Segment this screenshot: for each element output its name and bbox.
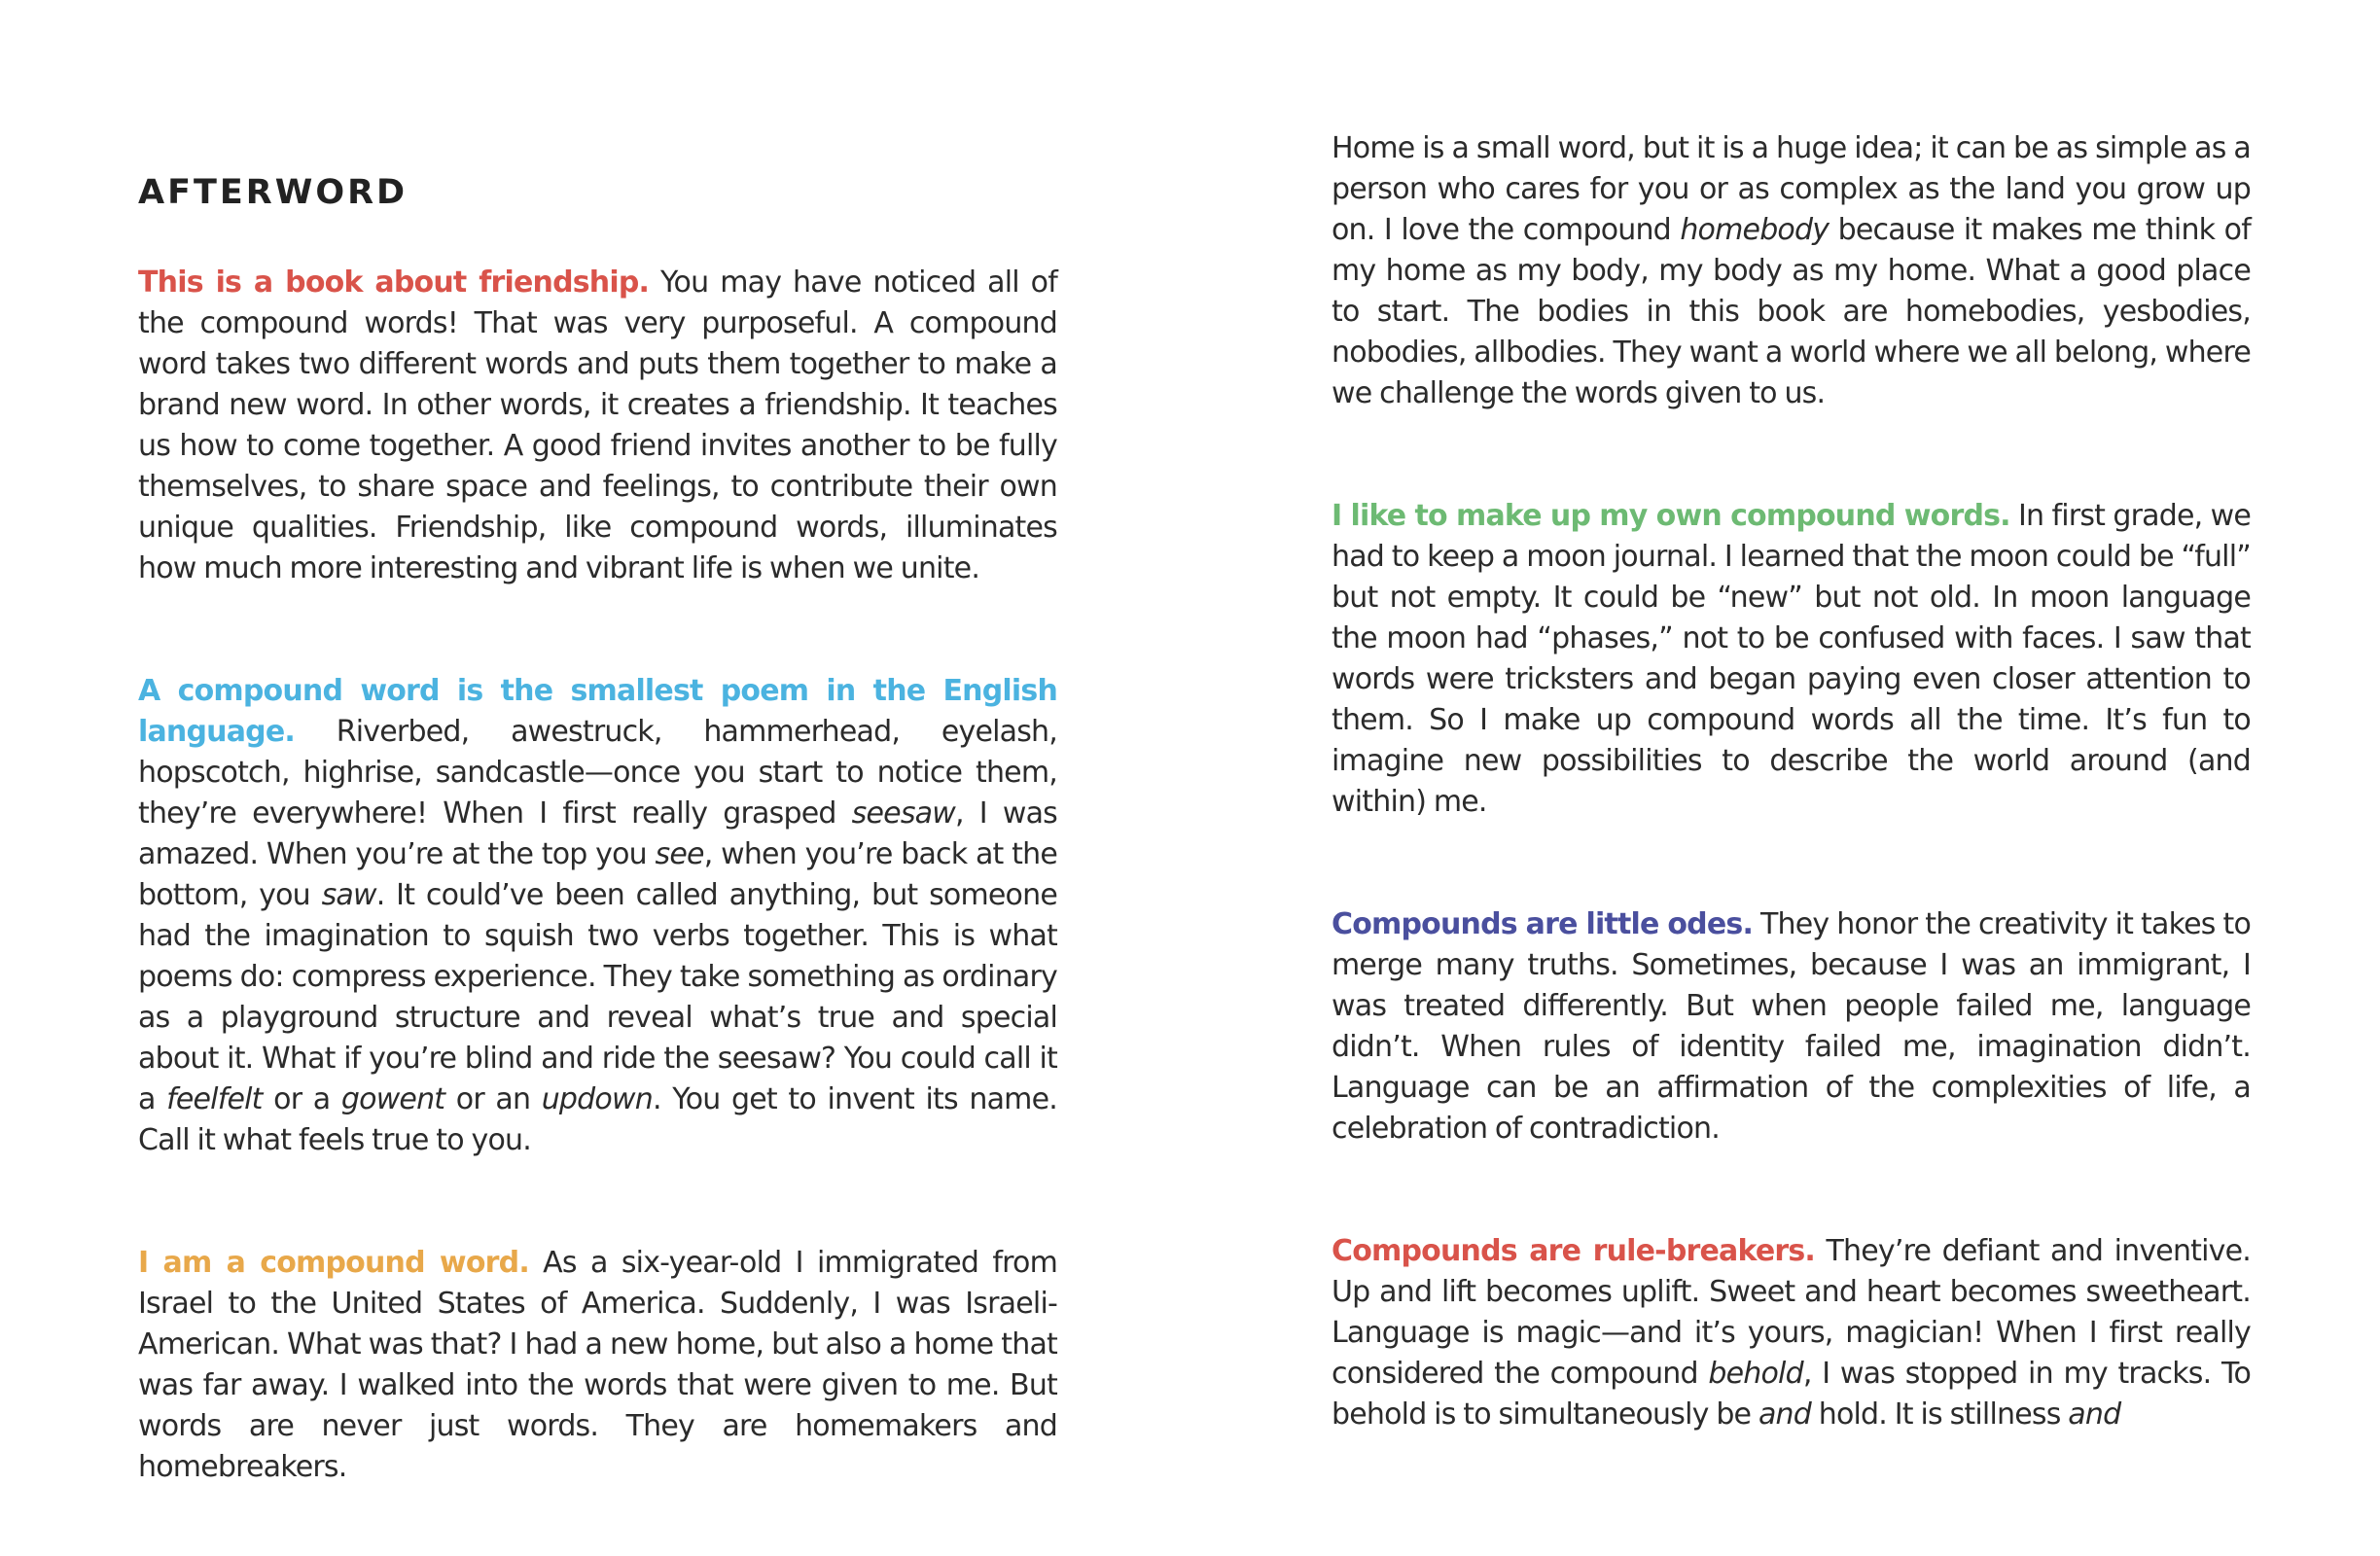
paragraph-text: . It could’ve been called anything, but someone had the imagination to squish two verbs together. This is what poems do: compress experience. They take something as ordinary as a playground structure and reveal what’s true and special about it. What if you’re blind and ride the seesaw? You could call it a bbox=[138, 878, 1057, 1116]
lead-sentence: I am a compound word. bbox=[138, 1246, 529, 1280]
paragraph-text: , I was stopped in my tracks. To behold is to simultaneously be bbox=[1332, 1357, 2251, 1432]
paragraph-text: hold. It is stillness bbox=[1811, 1397, 2069, 1432]
paragraph-friendship bbox=[138, 263, 1057, 589]
italic-word: and bbox=[2068, 1397, 2121, 1432]
italic-word: and bbox=[1758, 1397, 1811, 1432]
paragraph-smallest-poem bbox=[138, 671, 1057, 1161]
italic-word: saw bbox=[321, 878, 376, 912]
paragraph-text: or a bbox=[262, 1082, 341, 1116]
paragraph-text: . You get to invent its name. Call it what feels true to you. bbox=[138, 1082, 1057, 1157]
italic-word: behold bbox=[1708, 1357, 1803, 1391]
paragraph-text: They’re defiant and inventive. Up and lift becomes uplift. Sweet and heart becomes sweetheart. Language is magic—and it’s yours, magician! When I first really considered the compound bbox=[1332, 1234, 2251, 1391]
italic-word: gowent bbox=[340, 1082, 445, 1116]
italic-word: feelfelt bbox=[166, 1082, 263, 1116]
paragraph-text: or an bbox=[444, 1082, 542, 1116]
paragraph-text: Home is a small word, but it is a huge idea; it can be as simple as a person who cares for you or as complex as the land you grow up on. I love the compound bbox=[1332, 131, 2251, 247]
left-column bbox=[138, 165, 1057, 1488]
right-page bbox=[1190, 0, 2380, 1556]
page-heading: AFTERWORD bbox=[138, 173, 409, 212]
lead-sentence: I like to make up my own compound words. bbox=[1332, 499, 2010, 533]
paragraph-text: You may have noticed all of the compound words! That was very purposeful. A compound word takes two different words and puts them together to make a brand new word. In other words, it creates a friendship. It teaches us how to come together. A good friend invites another to be fully themselves, to share space and feelings, to contribute their own unique qualities. Friendship, like compound words, illuminates how much more interesting and vibrant life is when we unite. bbox=[138, 265, 1057, 585]
paragraph-rule-breakers bbox=[1332, 1231, 2251, 1435]
paragraph-text: Riverbed, awestruck, hammerhead, eyelash, hopscotch, highrise, sandcastle—once you start to notice them, they’re everywhere! When I first really grasped bbox=[138, 715, 1057, 831]
paragraph-text: , when you’re back at the bottom, you bbox=[138, 837, 1057, 912]
italic-word: homebody bbox=[1680, 213, 1829, 247]
lead-sentence: Compounds are rule-breakers. bbox=[1332, 1234, 1816, 1268]
italic-word: seesaw bbox=[851, 796, 955, 831]
italic-word: see bbox=[655, 837, 704, 871]
lead-sentence: This is a book about friendship. bbox=[138, 265, 650, 300]
paragraph-home bbox=[1332, 128, 2251, 414]
lead-sentence: Compounds are little odes. bbox=[1332, 907, 1754, 941]
paragraph-text: As a six-year-old I immigrated from Israel to the United States of America. Suddenly, I was Israeli-American. What was that? I had a new home, but also a home that was far away. I walked into the words that were given to me. But words are never just words. They are homemakers and homebreakers. bbox=[138, 1246, 1057, 1484]
paragraph-own-compound-words bbox=[1332, 496, 2251, 823]
paragraph-text: They honor the creativity it takes to merge many truths. Sometimes, because I was an immigrant, I was treated differently. But when people failed me, language didn’t. When rules of identity failed me, imagination didn’t. Language can be an affirmation of the complexities of life, a celebration of contradiction. bbox=[1332, 907, 2252, 1146]
paragraph-text: , I was amazed. When you’re at the top you bbox=[138, 796, 1058, 871]
lead-sentence: A compound word is the smallest poem in the English language. bbox=[138, 674, 1057, 749]
paragraph-little-odes bbox=[1332, 904, 2251, 1149]
paragraph-text: because it makes me think of my home as my body, my body as my home. What a good place to start. The bodies in this book are homebodies, yesbodies, nobodies, allbodies. They want a world where we all belong, where we challenge the words given to us. bbox=[1332, 213, 2251, 410]
paragraph-compound-word-self bbox=[138, 1243, 1057, 1488]
italic-word: updown bbox=[541, 1082, 653, 1116]
right-column bbox=[1332, 128, 2251, 1435]
paragraph-text: In first grade, we had to keep a moon journal. I learned that the moon could be “full” but not empty. It could be “new” but not old. In moon language the moon had “phases,” not to be confused with faces. I saw that words were tricksters and began paying even closer attention to them. So I make up compound words all the time. It’s fun to imagine new possibilities to describe the world around (and within) me. bbox=[1332, 499, 2251, 819]
